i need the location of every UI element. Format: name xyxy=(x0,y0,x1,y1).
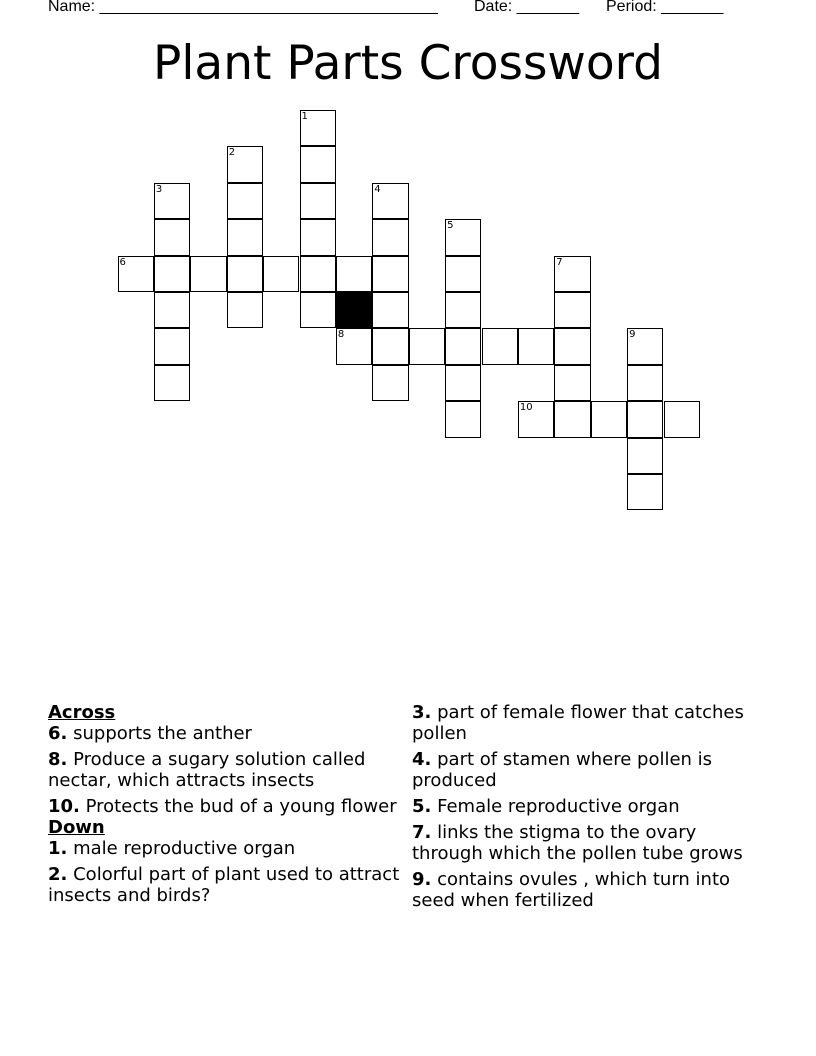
page-title: Plant Parts Crossword xyxy=(153,36,663,91)
crossword-cell[interactable] xyxy=(154,256,190,292)
crossword-cell[interactable] xyxy=(227,256,263,292)
crossword-cell[interactable] xyxy=(372,365,408,401)
crossword-cell[interactable] xyxy=(300,256,336,292)
crossword-cell[interactable] xyxy=(300,292,336,328)
crossword-cell[interactable] xyxy=(445,401,481,437)
crossword-cell[interactable] xyxy=(300,219,336,255)
crossword-cell[interactable] xyxy=(227,183,263,219)
crossword-cell[interactable] xyxy=(445,292,481,328)
down-heading: Down xyxy=(48,817,105,838)
crossword-cell[interactable] xyxy=(336,328,372,364)
clue-number: 4 xyxy=(374,183,381,195)
crossword-cell[interactable] xyxy=(482,328,518,364)
crossword-cell[interactable] xyxy=(445,365,481,401)
crossword-cell[interactable] xyxy=(300,146,336,182)
name-field[interactable]: Name: ______________________________________ xyxy=(48,0,438,15)
clue-down-4: 4. part of stamen where pollen is produced xyxy=(412,749,713,791)
clues-left-column xyxy=(48,702,408,911)
clue-number: 8 xyxy=(337,329,345,341)
crossword-cell[interactable] xyxy=(263,256,299,292)
crossword-cell[interactable] xyxy=(627,328,663,364)
clue-number: 1 xyxy=(301,111,308,122)
crossword-cell[interactable] xyxy=(154,365,190,401)
crossword-cell[interactable] xyxy=(445,328,481,364)
crossword-cell[interactable] xyxy=(227,146,263,182)
clue-down-2: 2. Colorful part of plant used to attract insects and birds? xyxy=(48,864,400,906)
across-heading: Across xyxy=(48,702,116,723)
period-field[interactable]: Period: _______ xyxy=(606,0,724,15)
clue-across-8: 8. Produce a sugary solution called nectar, which attracts insects xyxy=(48,749,366,791)
crossword-cell[interactable] xyxy=(627,474,663,510)
clue-across-6: 6. supports the anther xyxy=(48,723,252,744)
clues-right-column xyxy=(412,702,762,916)
crossword-cell[interactable] xyxy=(664,401,700,437)
crossword-cell[interactable] xyxy=(554,256,590,292)
crossword-cell[interactable] xyxy=(591,401,627,437)
crossword-cell[interactable] xyxy=(445,219,481,255)
crossword-cell[interactable] xyxy=(190,256,226,292)
crossword-cell[interactable] xyxy=(409,328,445,364)
crossword-cell[interactable] xyxy=(372,292,408,328)
crossword-cell[interactable] xyxy=(627,438,663,474)
crossword-cell[interactable] xyxy=(154,183,190,219)
crossword-cell[interactable] xyxy=(227,219,263,255)
crossword-black-cell xyxy=(336,292,372,328)
crossword-cell[interactable] xyxy=(154,292,190,328)
crossword-cell[interactable] xyxy=(518,328,554,364)
crossword-cell[interactable] xyxy=(154,328,190,364)
clue-number: 6 xyxy=(119,256,126,268)
crossword-cell[interactable] xyxy=(336,256,372,292)
crossword-cell[interactable] xyxy=(627,365,663,401)
crossword-cell[interactable] xyxy=(372,183,408,219)
crossword-cell[interactable] xyxy=(227,292,263,328)
crossword-cell[interactable] xyxy=(554,365,590,401)
crossword-cell[interactable] xyxy=(554,401,590,437)
crossword-grid xyxy=(0,0,816,520)
crossword-cell[interactable] xyxy=(518,401,554,437)
clue-number: 9 xyxy=(629,329,636,341)
crossword-cell[interactable] xyxy=(372,328,408,364)
crossword-cell[interactable] xyxy=(118,256,154,292)
clue-down-1: 1. male reproductive organ xyxy=(48,838,296,859)
clue-across-10: 10. Protects the bud of a young flower xyxy=(48,796,397,817)
clue-down-3: 3. part of female flower that catches pollen xyxy=(412,702,744,744)
clue-number: 3 xyxy=(155,183,163,195)
clue-number: 7 xyxy=(556,256,563,268)
clue-number: 2 xyxy=(228,147,236,159)
crossword-cell[interactable] xyxy=(372,256,408,292)
clue-down-9: 9. contains ovules , which turn into seed when fertilized xyxy=(412,869,731,911)
crossword-cell[interactable] xyxy=(154,219,190,255)
clue-down-5: 5. Female reproductive organ xyxy=(412,796,680,817)
crossword-cell[interactable] xyxy=(372,219,408,255)
clue-number: 10 xyxy=(519,402,533,414)
crossword-cell[interactable] xyxy=(627,401,663,437)
clue-down-7: 7. links the stigma to the ovary through which the pollen tube grows xyxy=(412,822,743,864)
crossword-cell[interactable] xyxy=(300,110,336,146)
crossword-cell[interactable] xyxy=(300,183,336,219)
date-field[interactable]: Date: _______ xyxy=(474,0,579,15)
crossword-cell[interactable] xyxy=(554,292,590,328)
crossword-cell[interactable] xyxy=(445,256,481,292)
clue-number: 5 xyxy=(447,220,454,232)
crossword-cell[interactable] xyxy=(554,328,590,364)
